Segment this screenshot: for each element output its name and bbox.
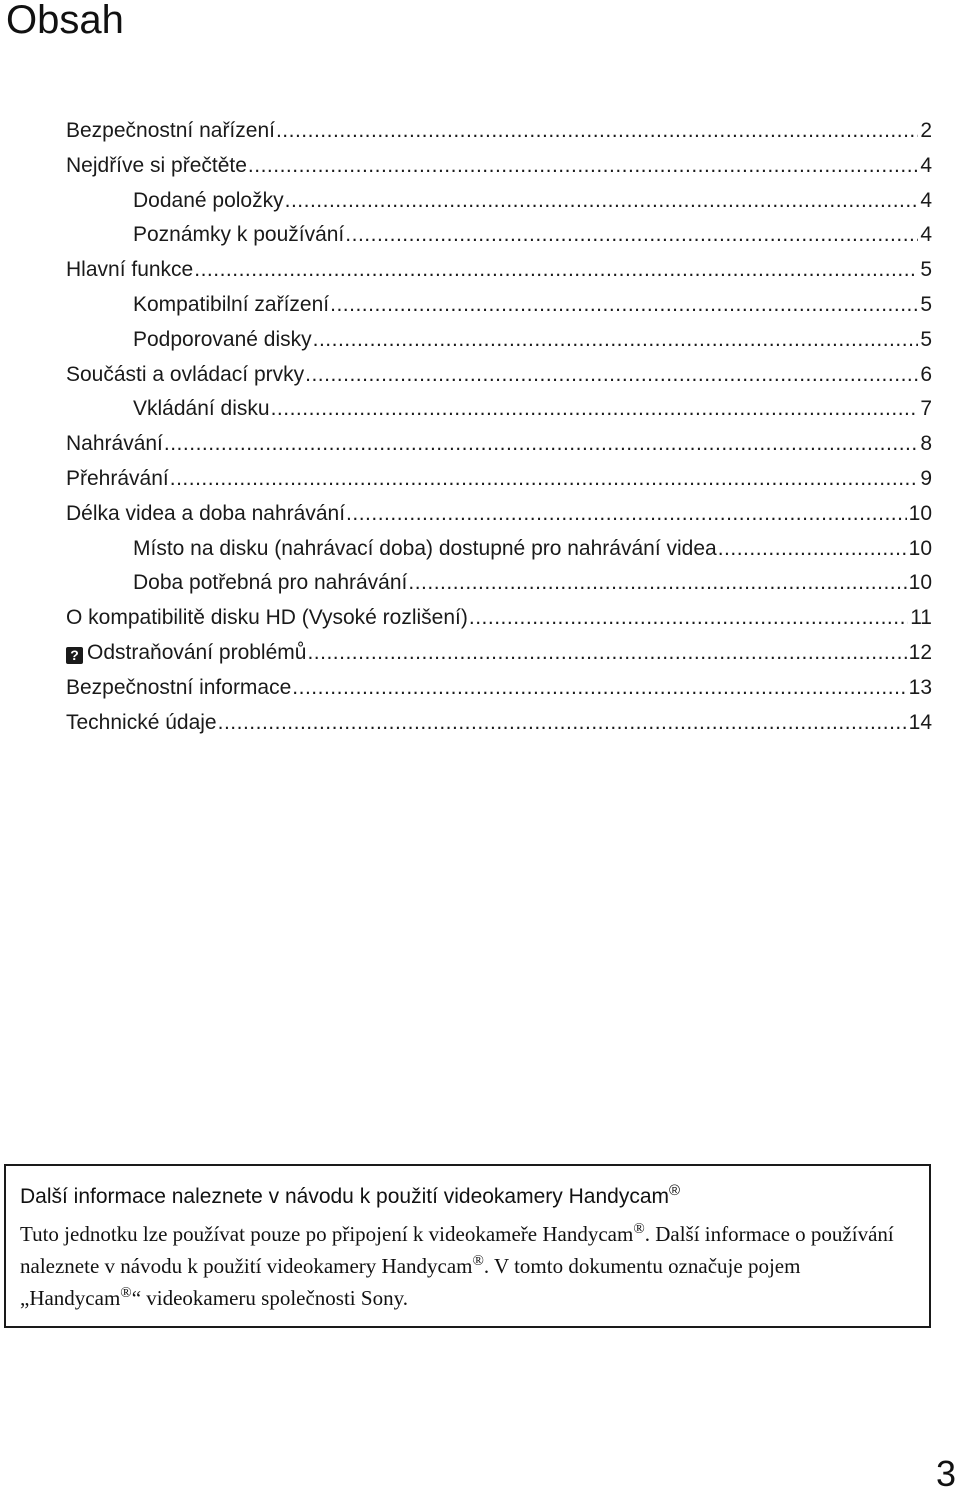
toc-entry-title xyxy=(66,429,163,459)
dot-leader xyxy=(164,429,918,459)
toc-entry-page: 4 xyxy=(920,223,932,247)
page-number: 3 xyxy=(935,1453,956,1494)
toc-entry-page: 5 xyxy=(920,293,932,316)
toc-entry-label: Bezpečnostní nařízení xyxy=(66,119,275,142)
toc-entry-title xyxy=(66,603,468,633)
info-text-segment: Tuto jednotku lze používat pouze po připojení k videokameře Handycam xyxy=(20,1222,634,1246)
registered-mark: ® xyxy=(633,1221,645,1237)
toc-entry-label: O kompatibilitě disku HD (Vysoké rozlišení) xyxy=(66,606,468,630)
dot-leader xyxy=(305,360,918,390)
toc-entry-page: 10 xyxy=(908,571,932,595)
toc-entry-label: Nejdříve si přečtěte xyxy=(66,153,247,177)
toc-entry-label: Bezpečnostní informace xyxy=(66,675,292,699)
toc-entry-label: Nahrávání xyxy=(66,432,163,456)
toc-entry[interactable] xyxy=(133,325,932,355)
toc-entry-title xyxy=(66,464,169,494)
toc-entry[interactable] xyxy=(133,220,932,250)
info-text-segment: . Další informace o používání naleznete v návodu k použití videokamery Handycam xyxy=(20,1222,894,1278)
toc-entry[interactable] xyxy=(66,499,932,529)
dot-leader xyxy=(330,290,918,320)
toc-entry-page: 9 xyxy=(920,467,932,490)
toc-entry[interactable] xyxy=(66,673,932,703)
toc-entry-title xyxy=(133,394,270,424)
dot-leader xyxy=(276,116,918,146)
info-box xyxy=(4,1164,931,1328)
toc-entry-title xyxy=(66,255,193,285)
toc-entry[interactable] xyxy=(66,429,932,459)
toc-entry-label: Délka videa a doba nahrávání xyxy=(66,501,346,525)
toc-entry-label: Vkládání disku xyxy=(133,397,270,421)
toc-entry-title xyxy=(133,220,344,250)
toc-entry-page: 13 xyxy=(908,675,932,699)
toc-entry-page: 6 xyxy=(920,362,932,386)
toc-entry-title xyxy=(66,673,291,703)
registered-mark: ® xyxy=(669,1182,681,1199)
dot-leader xyxy=(469,603,908,633)
dot-leader xyxy=(718,534,907,564)
info-text-segment: “ videokameru společnosti Sony. xyxy=(131,1286,408,1310)
toc-entry-title xyxy=(133,568,407,598)
toc-entry[interactable] xyxy=(133,568,932,598)
toc-entry[interactable] xyxy=(133,186,932,216)
toc-entry[interactable] xyxy=(66,603,932,633)
dot-leader xyxy=(313,325,919,355)
dot-leader xyxy=(285,186,919,216)
dot-leader xyxy=(248,151,918,181)
toc-entry[interactable] xyxy=(66,638,932,668)
toc-entry-label: Doba potřebná pro nahrávání xyxy=(133,571,408,595)
toc-entry-page: 11 xyxy=(910,606,932,630)
toc-entry[interactable] xyxy=(66,255,932,285)
toc-entry-title xyxy=(66,499,345,529)
toc-entry[interactable] xyxy=(66,360,932,390)
dot-leader xyxy=(346,499,907,529)
info-heading xyxy=(20,1180,915,1214)
toc-entry-label: Dodané položky xyxy=(133,188,284,212)
toc-entry-page: 5 xyxy=(920,258,932,282)
toc-entry-page: 10 xyxy=(908,501,932,525)
toc-entry[interactable] xyxy=(66,708,932,738)
toc-entry-label: Hlavní funkce xyxy=(66,258,194,282)
toc-entry-label: Odstraňování problémů xyxy=(87,641,307,664)
registered-mark: ® xyxy=(120,1285,132,1301)
toc-entry-label: Technické údaje xyxy=(66,710,217,734)
toc-entry-page: 14 xyxy=(908,710,932,734)
toc-entry-page: 5 xyxy=(920,327,932,351)
toc-entry-title xyxy=(66,151,247,181)
info-text-segment: . V tomto dokumentu označuje pojem „Handycam xyxy=(20,1254,801,1310)
dot-leader xyxy=(408,568,906,598)
dot-leader xyxy=(170,464,919,494)
toc-entry-title xyxy=(133,186,284,216)
info-heading-text: Další informace naleznete v návodu k použití videokamery Handycam xyxy=(20,1185,669,1208)
toc-entry-page: 8 xyxy=(920,432,932,456)
info-paragraph xyxy=(20,1218,915,1314)
dot-leader xyxy=(218,708,907,738)
registered-mark: ® xyxy=(472,1253,484,1269)
toc-entry-label: Podporované disky xyxy=(133,327,312,351)
toc-entry-label: Přehrávání xyxy=(66,467,169,490)
toc-entry[interactable] xyxy=(66,116,932,146)
toc-entry-title xyxy=(66,638,306,668)
page-title: Obsah xyxy=(6,0,124,42)
toc-entry-label: Součásti a ovládací prvky xyxy=(66,362,305,386)
toc-entry-page: 10 xyxy=(908,536,932,560)
toc-entry-label: Poznámky k používání xyxy=(133,223,345,247)
toc-entry[interactable] xyxy=(133,534,932,564)
toc-entry-title xyxy=(133,325,312,355)
toc-entry-page: 12 xyxy=(908,641,932,664)
toc-entry-title xyxy=(66,360,304,390)
toc-entry-title xyxy=(66,116,275,146)
question-mark-icon: ? xyxy=(66,647,83,664)
toc-entry-page: 2 xyxy=(920,119,932,142)
toc-entry[interactable] xyxy=(133,290,932,320)
dot-leader xyxy=(271,394,919,424)
toc-entry[interactable] xyxy=(66,151,932,181)
toc-entry-label: Kompatibilní zařízení xyxy=(133,293,330,316)
dot-leader xyxy=(307,638,906,668)
dot-leader xyxy=(292,673,906,703)
toc-entry[interactable] xyxy=(66,464,932,494)
toc-entry[interactable] xyxy=(133,394,932,424)
toc-entry-page: 4 xyxy=(920,153,932,177)
toc-entry-title xyxy=(66,708,217,738)
toc-entry-title xyxy=(133,534,717,564)
toc-entry-label: Místo na disku (nahrávací doba) dostupné pro nahrávání videa xyxy=(133,536,717,560)
dot-leader xyxy=(345,220,918,250)
toc-entry-page: 7 xyxy=(920,397,932,421)
dot-leader xyxy=(194,255,918,285)
toc-entry-page: 4 xyxy=(920,188,932,212)
toc-entry-title xyxy=(133,290,329,320)
